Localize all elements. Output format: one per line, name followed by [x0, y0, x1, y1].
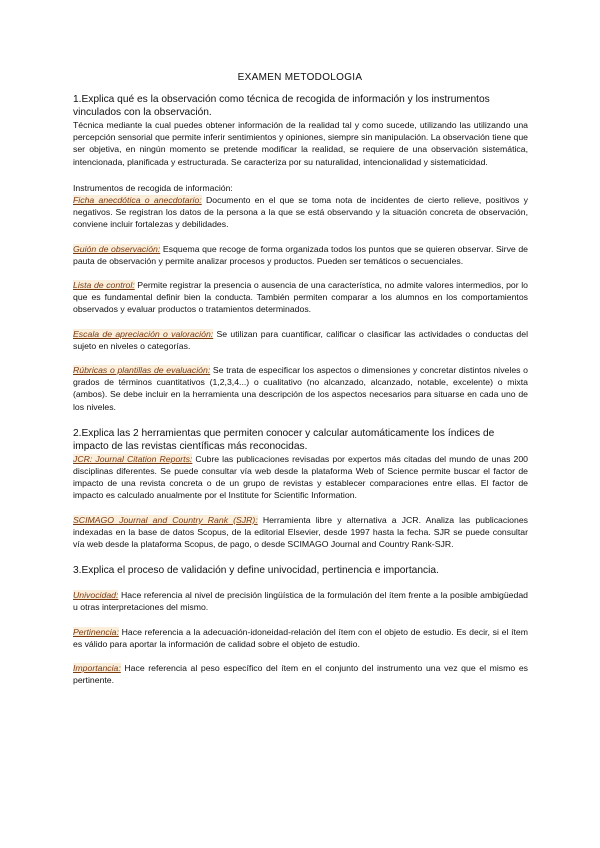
tool-paragraph [73, 514, 528, 551]
tool-term: JCR: Journal Citation Reports: [73, 453, 193, 464]
tool-paragraph [73, 453, 528, 502]
document-body [73, 93, 528, 687]
instrument-paragraph [73, 279, 528, 316]
instrument-term: Lista de control: [73, 280, 135, 291]
definition-paragraph [73, 626, 528, 650]
instrument-term: Guión de observación: [73, 243, 161, 254]
instrument-description: Documento en el que se toma nota de incidentes de cierto relieve, positivos y negativos. Se registran los datos de la persona a la que se está observando y la situación concreta de observación, conviene incluir fortalezas y debilidades. [73, 195, 529, 230]
instrument-description: Se utilizan para cuantificar, calificar o clasificar las actividades o conductas del sujeto en niveles o categorías. [73, 328, 528, 351]
definition-paragraph [73, 662, 528, 686]
definition-paragraph [73, 589, 528, 613]
instrument-description: Esquema que recoge de forma organizada todos los puntos que se quieren observar. Sirve de pauta de observación y permite analizar procesos y productos. Pueden ser temáticos o secuenciales. [73, 243, 528, 266]
question-2-heading: 2.Explica las 2 herramientas que permiten conocer y calcular automáticamente los índices de impacto de las revistas científicas más reconocidas. [73, 427, 495, 452]
instrument-paragraph [73, 364, 528, 413]
document-title: EXAMEN METODOLOGIA [237, 72, 363, 83]
instrument-term: Rúbricas o plantillas de evaluación: [73, 365, 211, 376]
tool-description: Cubre las publicaciones revisadas por expertos más citadas del mundo de unas 200 disciplinas diferentes. Se puede consultar vía web desde la plataforma Web of Science permite buscar el factor de impacto de una revista concreta o de un grupo de revistas y establecer comparaciones entre ellas. El factor de impacto es calculado anualmente por el Institute for Scientific Information. [73, 453, 529, 501]
instrument-description: Permite registrar la presencia o ausencia de una característica, no admite valores intermedios, por lo que es fundamental definir bien la conducta. También permiten comparar a los alumnos en los comportamientos observados y evaluar productos o tratamientos determinados. [73, 280, 528, 315]
definition-term: Importancia: [73, 663, 121, 674]
tool-description: Herramienta libre y alternativa a JCR. Analiza las publicaciones indexadas en la base de datos Scopus, de la editorial Elsevier, desde 1997 hasta la fecha. SJR se puede consultar vía web desde la plataforma Scopus, de pago, o desde SCIMAGO Journal and Country Rank-SJR. [73, 514, 528, 550]
instrument-paragraph [73, 328, 528, 352]
instrument-paragraph [73, 243, 528, 267]
tool-term: SCIMAGO Journal and Country Rank (SJR): [73, 514, 258, 525]
definition-term: Pertinencia: [73, 626, 119, 637]
instrument-term: Escala de apreciación o valoración: [73, 328, 214, 339]
definition-description: Hace referencia a la adecuación-idoneidad-relación del ítem con el objeto de estudio. Es decir, si el ítem es válido para aportar la información de calidad sobre el objeto de estudio. [73, 626, 528, 649]
observation-definition: Técnica mediante la cual puedes obtener información de la realidad tal y como sucede, utilizando las utilizando una percepción sensorial que permite inferir sentimientos y opiniones, siempre sin manipulación. La observación tiene que ser objetiva, en ningún momento se pretende modificar la realidad, se requiere de una observación sistemática, intencionada, planificada y estructurada. Se caracteriza por su naturalidad, intencionalidad y sistematicidad. [73, 120, 528, 167]
question-1-heading: 1.Explica qué es la observación como técnica de recogida de información y los instrumentos vinculados con la observación. [73, 94, 490, 118]
instrument-paragraph [73, 194, 528, 231]
instrument-description: Se trata de especificar los aspectos o dimensiones y concretar distintos niveles o grados de términos cuantitativos (1,2,3,4...) o cualitativo (no alcanzado, alcanzado, notable, excelente) o mixta (ambos). Se debe incluir en la herramienta una descripción de los aspectos necesarios para situarse en cada uno de los niveles. [73, 365, 528, 412]
definition-term: Univocidad: [73, 590, 119, 601]
instrument-term: Ficha anecdótica o anecdotario: [73, 195, 202, 206]
definition-description: Hace referencia al peso específico del ítem en el conjunto del instrumento una vez que el mismo es pertinente. [73, 663, 528, 686]
instruments-heading: Instrumentos de recogida de información: [73, 182, 233, 193]
question-3-heading: 3.Explica el proceso de validación y define univocidad, pertinencia e importancia. [73, 565, 439, 577]
definition-description: Hace referencia al nivel de precisión lingüística de la formulación del ítem frente a la posible ambigüedad u otras interpretaciones del mismo. [73, 590, 528, 613]
